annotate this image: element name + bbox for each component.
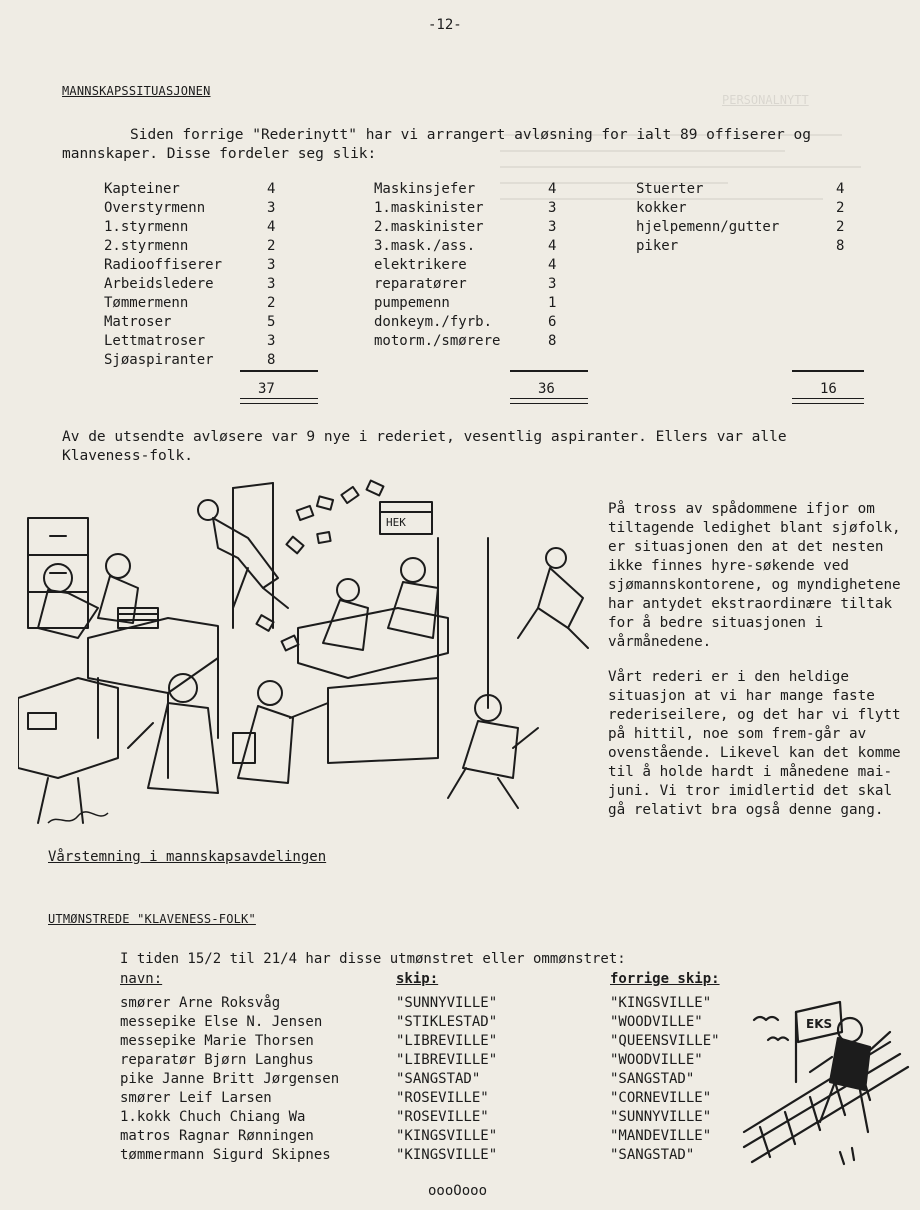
table-row: 3.mask./ass. 4 bbox=[374, 238, 557, 254]
table-row: Lettmatroser 3 bbox=[104, 333, 276, 349]
col-header-name: navn: bbox=[120, 971, 163, 987]
list-item: smører Leif Larsen "ROSEVILLE" "CORNEVILLE" bbox=[120, 1090, 712, 1106]
office-cartoon-illustration bbox=[18, 478, 608, 840]
table-row: 2.maskinister 3 bbox=[374, 219, 557, 235]
crew-table-deck bbox=[104, 180, 294, 370]
sailor-cartoon-illustration bbox=[740, 972, 912, 1172]
page-number: -12- bbox=[428, 17, 462, 33]
list-item: matros Ragnar Rønningen "KINGSVILLE" "MANDEVILLE" bbox=[120, 1128, 712, 1144]
crew-table-catering bbox=[636, 180, 856, 256]
list-item: messepike Marie Thorsen "LIBREVILLE" "QUEENSVILLE" bbox=[120, 1033, 720, 1049]
total-engine: 36 bbox=[538, 381, 555, 397]
table-row: Matroser 5 bbox=[104, 314, 276, 330]
flag-letters: EKS bbox=[806, 1017, 833, 1031]
table-row: 1.maskinister 3 bbox=[374, 200, 557, 216]
table-row: 1.styrmenn 4 bbox=[104, 219, 276, 235]
table-row: Kapteiner 4 bbox=[104, 181, 276, 197]
table-row: donkeym./fyrb. 6 bbox=[374, 314, 557, 330]
bleed-through-heading: PERSONALNYTT bbox=[722, 93, 809, 107]
sum-rule-1 bbox=[240, 370, 318, 372]
replacement-note: Av de utsendte avløsere var 9 nye i rederiet, vesentlig aspiranter. Ellers var alle Klaveness-folk. bbox=[62, 429, 787, 464]
section-heading-mannskap: MANNSKAPSSITUASJONEN bbox=[62, 84, 211, 98]
situation-paragraph: På tross av spådommene ifjor om tiltagende ledighet blant sjøfolk, er situasjonen den at det nesten ikke finnes hyre-søkende ved sjømannskontorene, og myndighetene har antydet ekstraordinære tiltak for å bedre situasjonen i vårmånedene. bbox=[608, 501, 901, 650]
section-heading-utmonstrede: UTMØNSTREDE "KLAVENESS-FOLK" bbox=[48, 912, 256, 926]
col-header-previous-ship: forrige skip: bbox=[610, 971, 720, 987]
list-item: tømmermann Sigurd Skipnes "KINGSVILLE" "SANGSTAD" bbox=[120, 1147, 695, 1163]
table-row: 2.styrmenn 2 bbox=[104, 238, 276, 254]
list-item: pike Janne Britt Jørgensen "SANGSTAD" "SANGSTAD" bbox=[120, 1071, 695, 1087]
table-row: Stuerter 4 bbox=[636, 181, 845, 197]
table-row: hjelpemenn/gutter 2 bbox=[636, 219, 845, 235]
table-row: kokker 2 bbox=[636, 200, 845, 216]
double-rule-2 bbox=[510, 398, 588, 404]
table-row: Radiooffiserer 3 bbox=[104, 257, 276, 273]
table-row: motorm./smørere 8 bbox=[374, 333, 557, 349]
period-intro: I tiden 15/2 til 21/4 har disse utmønstret eller ommønstret: bbox=[120, 951, 626, 967]
table-row: Maskinsjefer 4 bbox=[374, 181, 557, 197]
table-row: reparatører 3 bbox=[374, 276, 557, 292]
table-row: Arbeidsledere 3 bbox=[104, 276, 276, 292]
artist-signature bbox=[48, 812, 108, 823]
col-header-ship: skip: bbox=[396, 971, 439, 987]
cartoon-caption: Vårstemning i mannskapsavdelingen bbox=[48, 849, 327, 865]
table-row: Overstyrmenn 3 bbox=[104, 200, 276, 216]
table-row: piker 8 bbox=[636, 238, 845, 254]
end-mark: oooOooo bbox=[428, 1183, 488, 1199]
table-row: pumpemenn 1 bbox=[374, 295, 557, 311]
rederi-paragraph: Vårt rederi er i den heldige situasjon at vi har mange faste rederiseilere, og det har vi flytt på hittil, noe som frem-går av ovenstående. Likevel kan det komme til å holde hardt i månedene mai-juni. Vi tror imidlertid det skal gå relativt bra også denne gang. bbox=[608, 669, 901, 818]
crew-table-engine bbox=[374, 180, 574, 351]
double-rule-3 bbox=[792, 398, 864, 404]
cartoon-door-sign: HEK bbox=[386, 516, 406, 529]
table-row: Tømmermenn 2 bbox=[104, 295, 276, 311]
list-item: 1.kokk Chuch Chiang Wa "ROSEVILLE" "SUNNYVILLE" bbox=[120, 1109, 712, 1125]
total-deck: 37 bbox=[258, 381, 275, 397]
table-row: elektrikere 4 bbox=[374, 257, 557, 273]
double-rule-1 bbox=[240, 398, 318, 404]
table-row: Sjøaspiranter 8 bbox=[104, 352, 276, 368]
intro-paragraph: Siden forrige "Rederinytt" har vi arrangert avløsning for ialt 89 offiserer og mannskaper. Disse fordeler seg slik: bbox=[62, 127, 811, 162]
sum-rule-3 bbox=[792, 370, 864, 372]
list-item: smører Arne Roksvåg "SUNNYVILLE" "KINGSVILLE" bbox=[120, 995, 712, 1011]
list-item: messepike Else N. Jensen "STIKLESTAD" "WOODVILLE" bbox=[120, 1014, 703, 1030]
total-catering: 16 bbox=[820, 381, 837, 397]
sum-rule-2 bbox=[510, 370, 588, 372]
list-item: reparatør Bjørn Langhus "LIBREVILLE" "WOODVILLE" bbox=[120, 1052, 703, 1068]
